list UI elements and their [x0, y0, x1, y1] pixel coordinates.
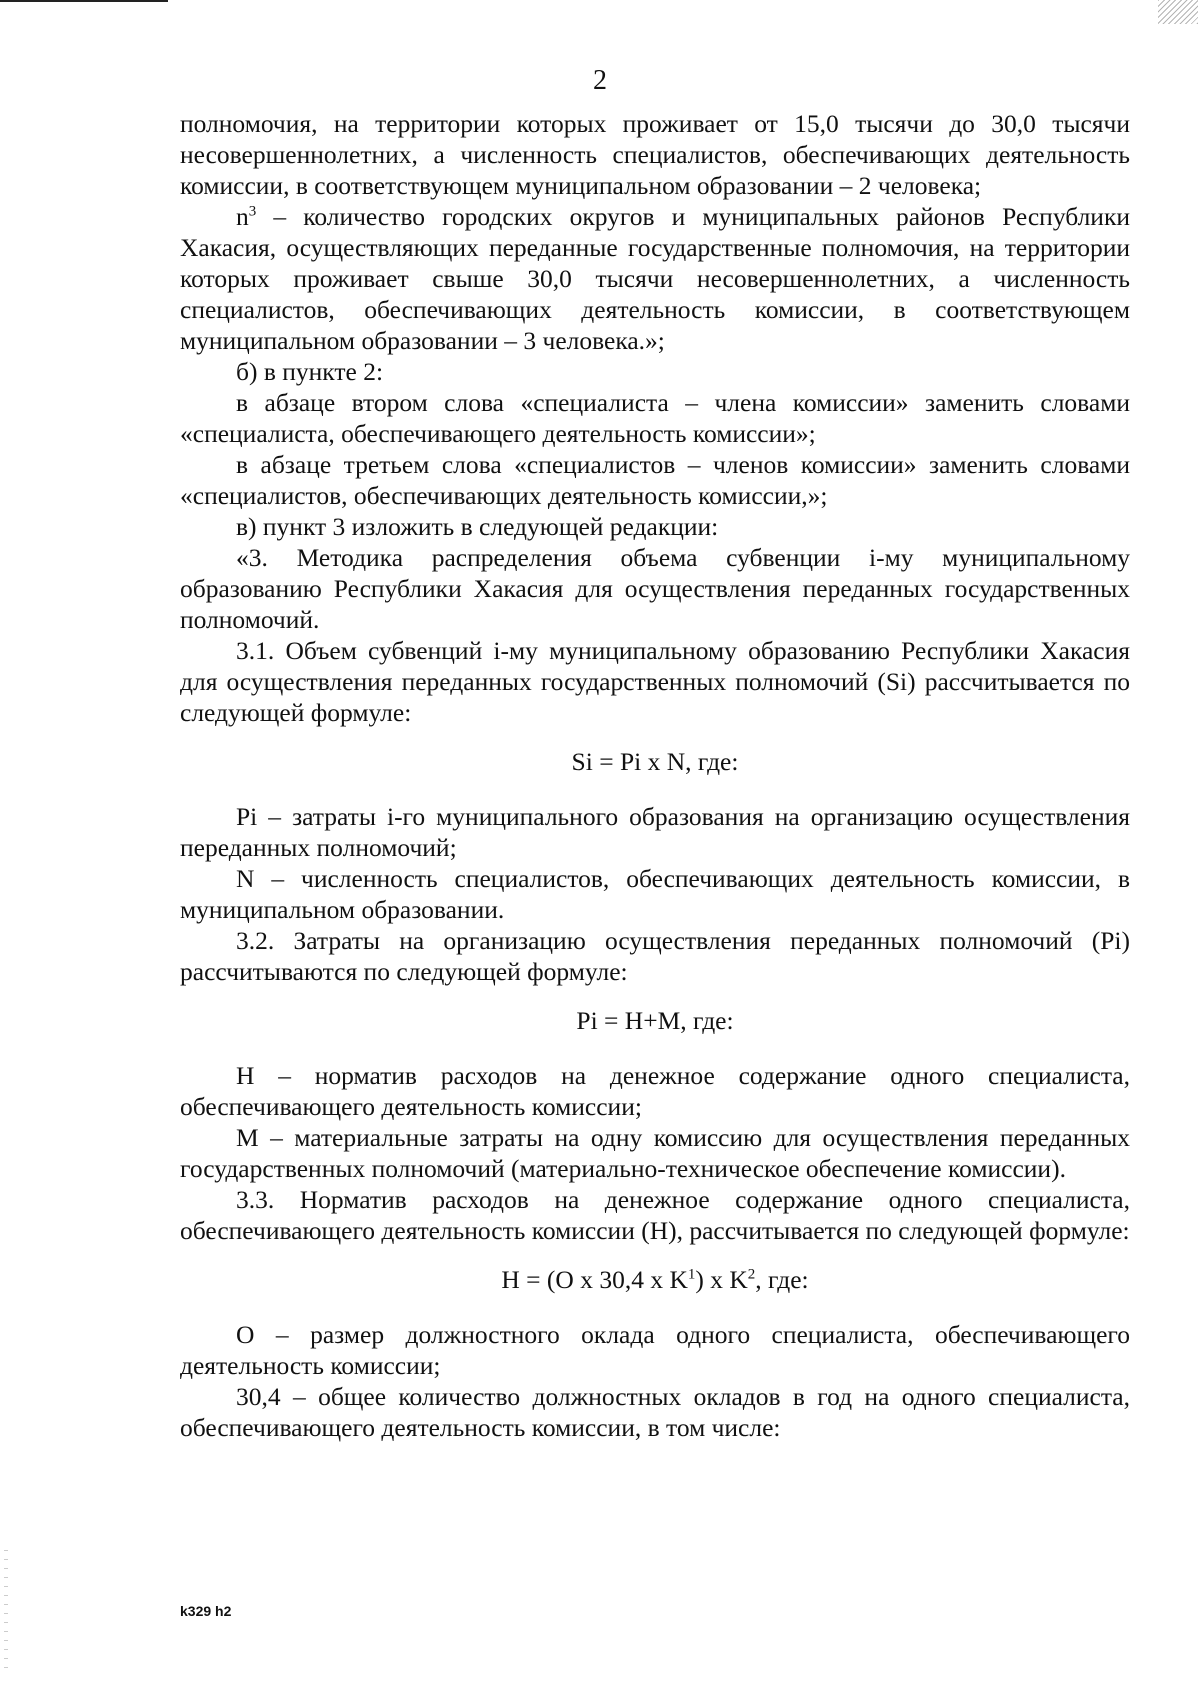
- formula-si: Si = Pi x N, где:: [571, 747, 739, 776]
- scan-artifact-edge: [4, 1550, 8, 1670]
- paragraph: 3.3. Норматив расходов на денежное содержание одного специалиста, обеспечивающего деятельность комиссии (H), рассчитывается по следующей формуле:: [180, 1185, 1130, 1245]
- page-number: 2: [593, 65, 607, 96]
- document-body: [180, 108, 1130, 1443]
- superscript: 1: [687, 1266, 696, 1283]
- paragraph: 3.2. Затраты на организацию осуществления переданных полномочий (Pi) рассчитываются по следующей формуле:: [180, 926, 1130, 986]
- paragraph: «3. Методика распределения объема субвенции i-му муниципальному образованию Республики Хакасия для осуществления переданных государственных полномочий.: [180, 543, 1130, 634]
- paragraph: $n^3$ – количество городских округов и муниципальных районов Республики Хакасия, осуществляющих переданные государственные полномочия, на территории которых проживает свыше 30,0 тысячи несовершеннолетних, а численность специалистов, обеспечивающих деятельность комиссии, в соответствующем муниципальном образовании – 3 человека.»;: [180, 202, 1130, 355]
- paragraph: в абзаце третьем слова «специалистов – членов комиссии» заменить словами «специалистов, обеспечивающих деятельность комиссии,»;: [180, 450, 1130, 510]
- paragraph: M – материальные затраты на одну комиссию для осуществления переданных государственных полномочий (материально-техническое обеспечение комиссии).: [180, 1123, 1130, 1183]
- formula-h: H = (O x 30,4 x $K^1$) x $K^2$, где:: [501, 1265, 809, 1294]
- paragraph: N – численность специалистов, обеспечивающих деятельность комиссии, в муниципальном образовании.: [180, 864, 1130, 924]
- paragraph: Pi – затраты i-го муниципального образования на организацию осуществления переданных полномочий;: [180, 802, 1130, 862]
- paragraph: б) в пункте 2:: [236, 357, 384, 386]
- paragraph: 30,4 – общее количество должностных окладов в год на одного специалиста, обеспечивающего деятельность комиссии, в том числе:: [180, 1382, 1130, 1442]
- paragraph: H – норматив расходов на денежное содержание одного специалиста, обеспечивающего деятельность комиссии;: [180, 1061, 1130, 1121]
- scan-artifact-line: [0, 0, 168, 2]
- paragraph: O – размер должностного оклада одного специалиста, обеспечивающего деятельность комиссии;: [180, 1320, 1130, 1380]
- scan-artifact-corner: [1158, 0, 1198, 24]
- superscript: 3: [248, 203, 257, 220]
- variable-n: n: [236, 202, 249, 231]
- superscript: 2: [747, 1266, 756, 1283]
- paragraph: полномочия, на территории которых проживает от 15,0 тысячи до 30,0 тысячи несовершеннолетних, а численность специалистов, обеспечивающих деятельность комиссии, в соответствующем муниципальном образовании – 2 человека;: [180, 109, 1130, 200]
- paragraph: в абзаце втором слова «специалиста – члена комиссии» заменить словами «специалиста, обеспечивающего деятельность комиссии»;: [180, 388, 1130, 448]
- paragraph: в) пункт 3 изложить в следующей редакции:: [236, 512, 719, 541]
- footer-code: k329 h2: [180, 1603, 232, 1619]
- formula-pi: Pi = H+M, где:: [576, 1006, 734, 1035]
- paragraph: 3.1. Объем субвенций i-му муниципальному образованию Республики Хакасия для осуществления переданных государственных полномочий (Si) рассчитывается по следующей формуле:: [180, 636, 1130, 727]
